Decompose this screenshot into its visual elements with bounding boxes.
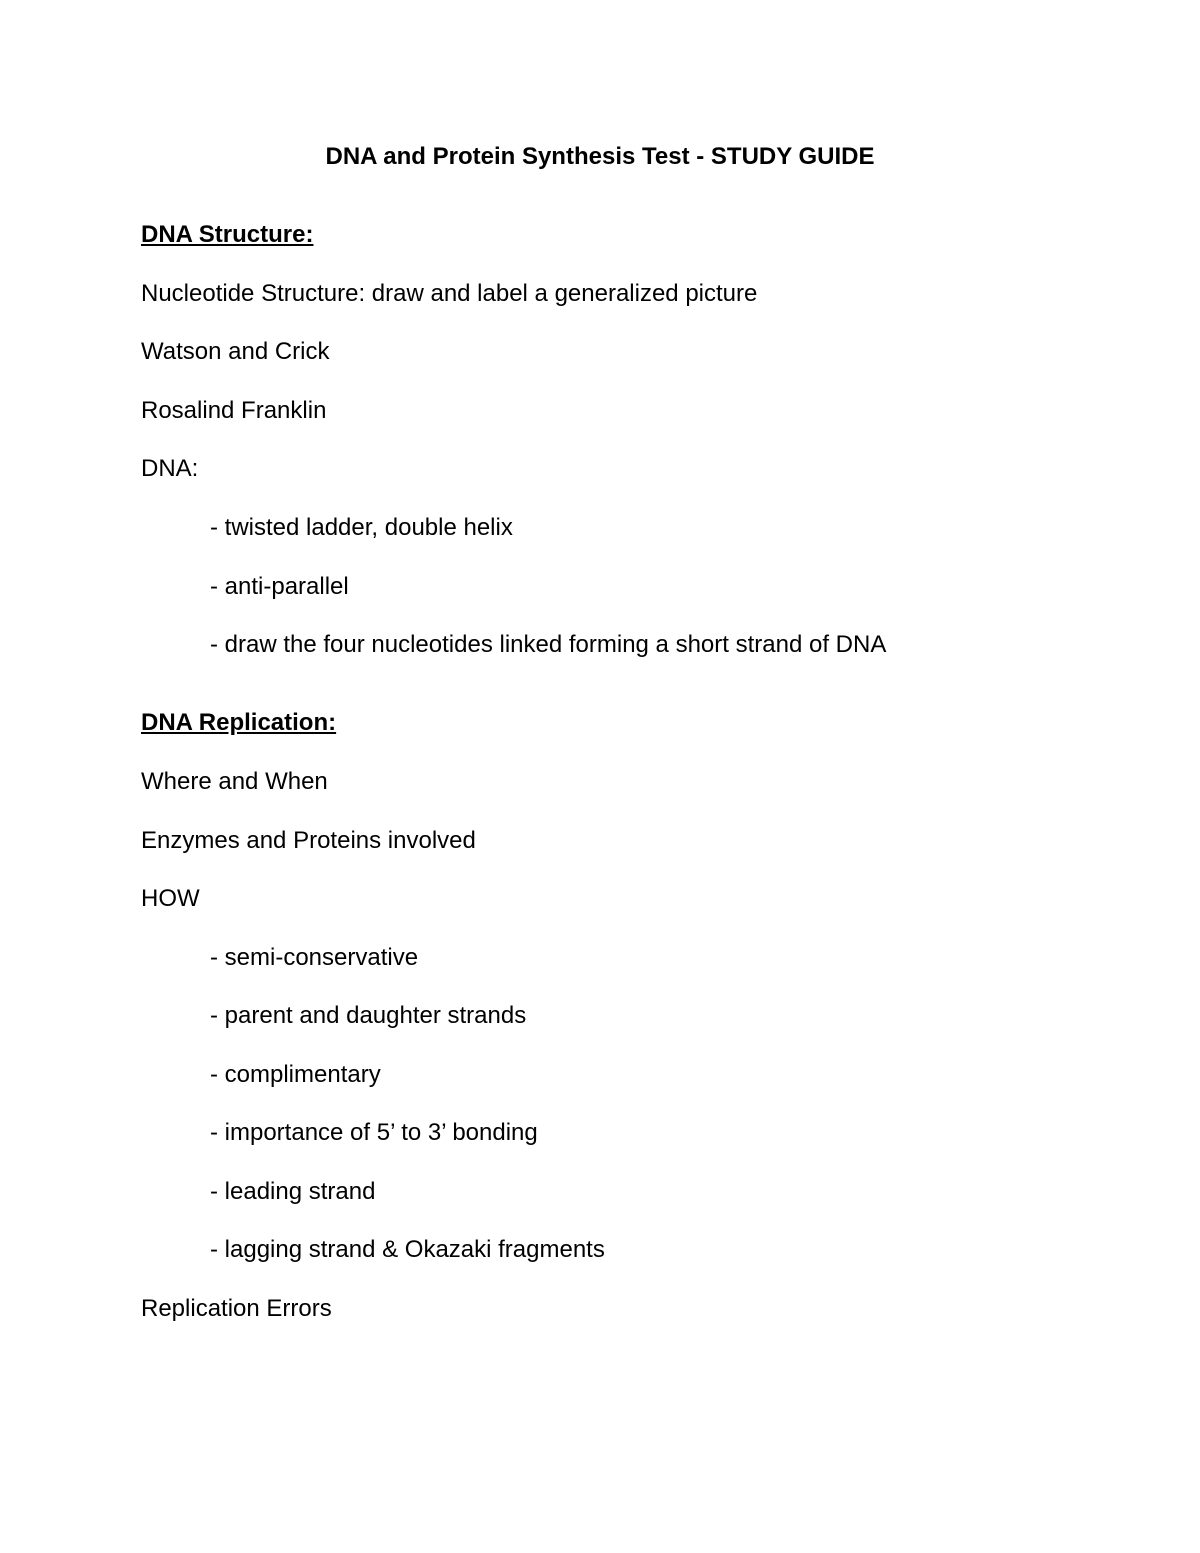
topic-how: HOW xyxy=(141,885,200,912)
section-heading-dna-structure: DNA Structure: xyxy=(141,221,314,248)
topic-rosalind-franklin: Rosalind Franklin xyxy=(141,397,327,424)
topic-where-when: Where and When xyxy=(141,768,328,795)
bullet-semi-conservative: - semi-conservative xyxy=(210,944,419,971)
bullet-leading-strand: - leading strand xyxy=(210,1178,376,1205)
bullet-complimentary: - complimentary xyxy=(210,1061,381,1088)
bullet-draw-nucleotides: - draw the four nucleotides linked forming a short strand of DNA xyxy=(210,631,887,658)
topic-enzymes-proteins: Enzymes and Proteins involved xyxy=(141,827,476,854)
bullet-twisted-ladder: - twisted ladder, double helix xyxy=(210,514,513,541)
bullet-lagging-strand: - lagging strand & Okazaki fragments xyxy=(210,1236,605,1263)
topic-watson-crick: Watson and Crick xyxy=(141,338,330,365)
bullet-5-to-3-bonding: - importance of 5’ to 3’ bonding xyxy=(210,1119,538,1146)
document-title: DNA and Protein Synthesis Test - STUDY GUIDE xyxy=(325,143,875,170)
bullet-anti-parallel: - anti-parallel xyxy=(210,573,349,600)
section-heading-dna-replication: DNA Replication: xyxy=(141,709,337,736)
topic-replication-errors: Replication Errors xyxy=(141,1295,332,1322)
topic-nucleotide-structure: Nucleotide Structure: draw and label a generalized picture xyxy=(141,280,758,307)
topic-dna: DNA: xyxy=(141,455,199,482)
bullet-parent-daughter: - parent and daughter strands xyxy=(210,1002,527,1029)
